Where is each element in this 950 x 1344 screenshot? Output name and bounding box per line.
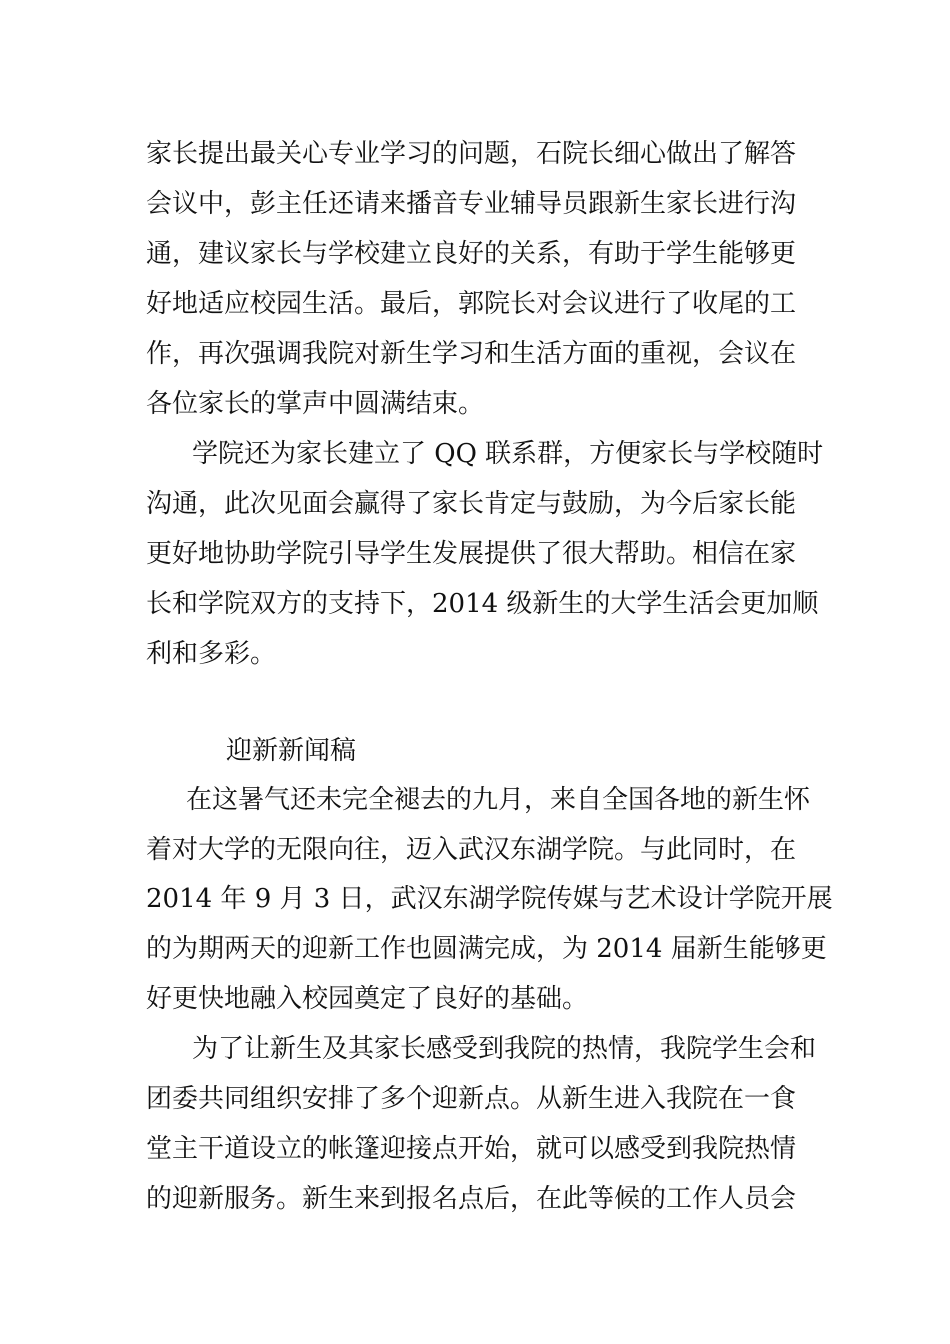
paragraph-2-line-1: 学院还为家长建立了 QQ 联系群，方便家长与学校随时 — [192, 439, 824, 469]
paragraph-1-line-1: 家长提出最关心专业学习的问题，石院长细心做出了解答 — [146, 139, 797, 169]
paragraph-1-line-4: 好地适应校园生活。最后，郭院长对会议进行了收尾的工 — [146, 289, 797, 319]
paragraph-2-line-5: 利和多彩。 — [146, 639, 277, 669]
paragraph-3-line-1: 在这暑气还未完全褪去的九月，来自全国各地的新生怀 — [186, 785, 811, 815]
paragraph-2-line-2: 沟通，此次见面会赢得了家长肯定与鼓励，为今后家长能 — [146, 489, 797, 519]
paragraph-4-line-3: 堂主干道设立的帐篷迎接点开始，就可以感受到我院热情 — [146, 1134, 797, 1164]
paragraph-3-line-2: 着对大学的无限向往，迈入武汉东湖学院。与此同时，在 — [146, 835, 797, 865]
paragraph-2-line-4: 长和学院双方的支持下，2014 级新生的大学生活会更加顺 — [146, 589, 819, 619]
paragraph-1-line-6: 各位家长的掌声中圆满结束。 — [146, 389, 485, 419]
paragraph-4-line-2: 团委共同组织安排了多个迎新点。从新生进入我院在一食 — [146, 1084, 797, 1114]
paragraph-4-line-4: 的迎新服务。新生来到报名点后，在此等候的工作人员会 — [146, 1184, 797, 1214]
paragraph-4-line-1: 为了让新生及其家长感受到我院的热情，我院学生会和 — [192, 1034, 817, 1064]
section-title: 迎新新闻稿 — [226, 736, 357, 766]
paragraph-3-line-5: 好更快地融入校园奠定了良好的基础。 — [146, 984, 589, 1014]
paragraph-3-line-3: 2014 年 9 月 3 日，武汉东湖学院传媒与艺术设计学院开展 — [146, 884, 833, 914]
paragraph-2-line-3: 更好地协助学院引导学生发展提供了很大帮助。相信在家 — [146, 539, 797, 569]
paragraph-1-line-2: 会议中，彭主任还请来播音专业辅导员跟新生家长进行沟 — [146, 189, 797, 219]
paragraph-3-line-4: 的为期两天的迎新工作也圆满完成，为 2014 届新生能够更 — [146, 934, 827, 964]
paragraph-1-line-3: 通，建议家长与学校建立良好的关系，有助于学生能够更 — [146, 239, 797, 269]
paragraph-1-line-5: 作，再次强调我院对新生学习和生活方面的重视，会议在 — [146, 339, 797, 369]
